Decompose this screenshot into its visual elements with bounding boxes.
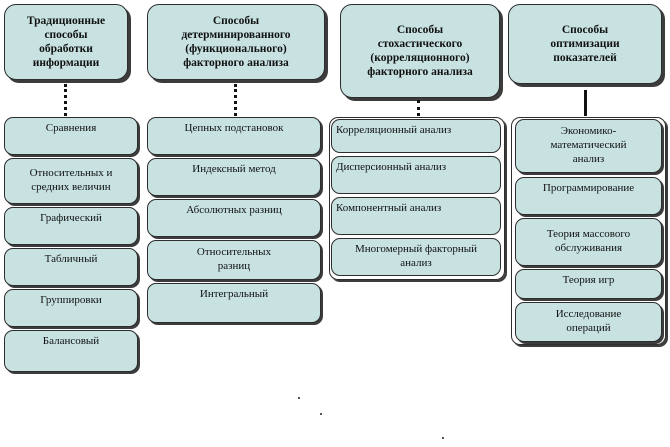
method-item: Компонентный анализ [331, 197, 501, 235]
connector-line [584, 90, 587, 116]
connector-line [234, 84, 237, 116]
method-item: Корреляционный анализ [331, 119, 501, 153]
method-item: Многомерный факторный анализ [331, 238, 501, 276]
connector-line [64, 84, 67, 116]
method-item: Табличный [4, 248, 138, 286]
method-item: Дисперсионный анализ [331, 156, 501, 194]
method-item: Относительных и средних величин [4, 158, 138, 204]
scan-artifact-dot [442, 437, 444, 439]
method-item: Графический [4, 207, 138, 245]
method-item: Программирование [515, 177, 662, 215]
method-item: Интегральный [147, 283, 321, 323]
method-item: Теория массового обслуживания [515, 218, 662, 266]
method-item: Балансовый [4, 330, 138, 372]
method-item: Сравнения [4, 117, 138, 155]
column-header: Способы детерминированного (функционального) факторного анализа [147, 4, 325, 80]
method-item: Теория игр [515, 269, 662, 299]
method-item: Исследование операций [515, 302, 662, 342]
column-header: Способы оптимизации показателей [508, 4, 662, 84]
connector-line [417, 100, 420, 116]
method-item: Относительных разниц [147, 240, 321, 280]
method-item: Группировки [4, 289, 138, 327]
method-item: Цепных подстановок [147, 117, 321, 155]
method-item: Экономико- математический анализ [515, 119, 662, 173]
method-item: Индексный метод [147, 158, 321, 196]
method-item: Абсолютных разниц [147, 199, 321, 237]
column-header: Традиционные способы обработки информации [4, 4, 128, 80]
scan-artifact-dot [320, 413, 322, 415]
column-header: Способы стохастического (корреляционного) факторного анализа [340, 4, 500, 98]
scan-artifact-dot [298, 397, 300, 399]
